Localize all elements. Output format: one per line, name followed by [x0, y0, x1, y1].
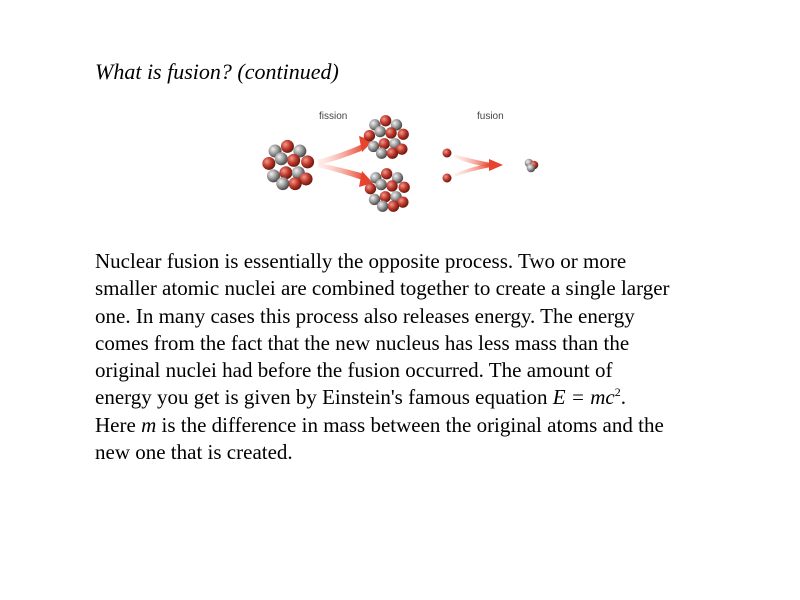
body-line	[95, 384, 775, 411]
fission-label: fission	[319, 111, 348, 122]
body-line: original nuclei had before the fusion occurred. The amount of	[95, 358, 613, 383]
equation: E = mc	[552, 385, 615, 410]
light-nucleus-top-icon	[443, 149, 452, 158]
fused-nucleus-icon	[525, 159, 539, 173]
product-nucleus-top-icon	[364, 115, 409, 159]
diagram-graphic	[255, 105, 555, 220]
body-line-text: .	[620, 385, 626, 410]
body-line-text: energy you get is given by Einstein's famous equation	[95, 385, 553, 410]
fission-arrows-icon	[317, 136, 373, 187]
fusion-label: fusion	[477, 111, 504, 122]
body-paragraph	[95, 248, 775, 466]
body-line: comes from the fact that the new nucleus has less mass than the	[95, 330, 630, 355]
light-nucleus-bottom-icon	[443, 174, 452, 183]
body-line: one. In many cases this process also releases energy. The energy	[95, 303, 635, 328]
body-line: new one that is created.	[95, 440, 293, 465]
body-line-text: Here	[95, 412, 142, 437]
body-line: smaller atomic nuclei are combined together to create a single larger	[95, 276, 670, 301]
slide-title: What is fusion? (continued)	[95, 59, 339, 84]
fusion-arrow-icon	[454, 154, 503, 177]
mass-variable: m	[141, 412, 157, 437]
fission-fusion-diagram	[255, 105, 555, 220]
body-line	[95, 412, 775, 439]
body-line: Nuclear fusion is essentially the opposite process. Two or more	[95, 249, 627, 273]
product-nucleus-bottom-icon	[365, 168, 410, 212]
large-nucleus-icon	[262, 140, 314, 190]
body-line-text: is the difference in mass between the original atoms and the	[156, 412, 664, 437]
equation-exponent: 2	[614, 385, 621, 400]
